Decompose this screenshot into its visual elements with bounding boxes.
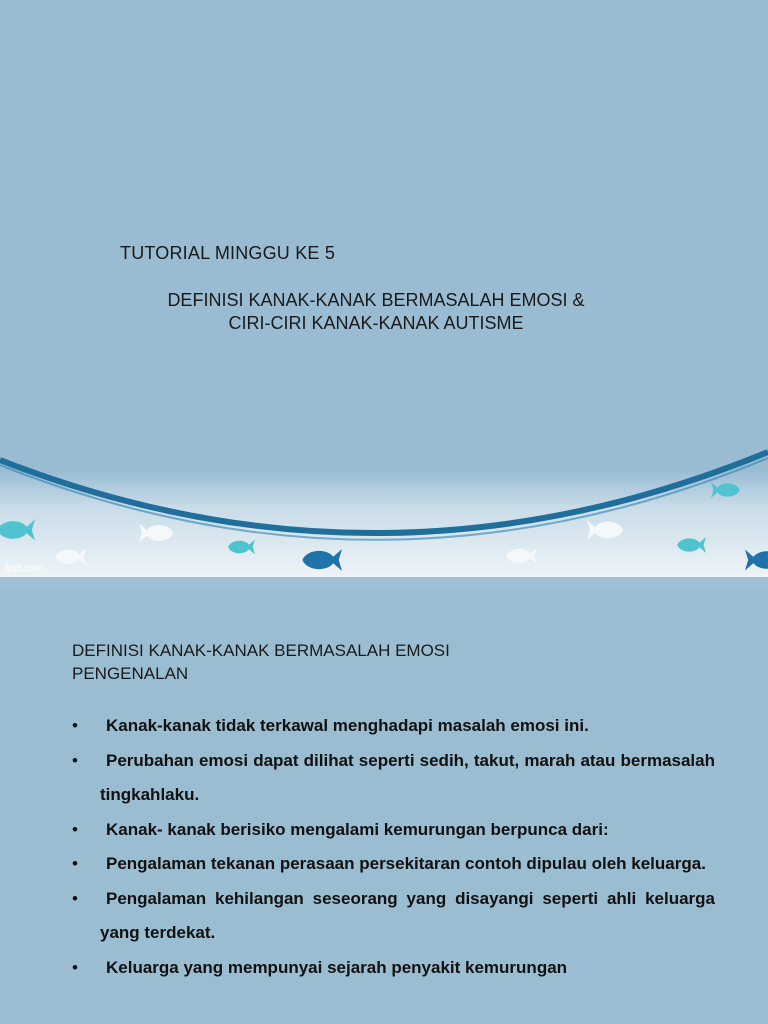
slide-title-line-2: CIRI-CIRI KANAK-KANAK AUTISME	[228, 313, 524, 333]
bullet-icon: •	[72, 819, 78, 839]
list-item	[72, 813, 715, 848]
list-item	[72, 744, 715, 813]
list-item	[72, 951, 715, 986]
bullet-icon: •	[72, 750, 78, 770]
bullet-text: Kanak- kanak berisiko mengalami kemurungan berpunca dari:	[106, 819, 609, 839]
content-slide	[0, 589, 768, 1024]
bullet-text: Pengalaman tekanan perasaan persekitaran contoh dipulau oleh keluarga.	[106, 854, 706, 873]
content-heading	[72, 639, 450, 685]
bullet-text: Keluarga yang mempunyai sejarah penyakit kemurungan	[106, 957, 568, 977]
bullet-list	[72, 709, 715, 985]
bullet-icon: •	[72, 854, 78, 873]
bullet-text: Pengalaman kehilangan seseorang yang disayangi seperti ahli keluarga yang terdekat.	[100, 888, 715, 942]
slide-title-line-1: DEFINISI KANAK-KANAK BERMASALAH EMOSI &	[167, 290, 585, 310]
bullet-text: Kanak-kanak tidak terkawal menghadapi masalah emosi ini.	[106, 716, 589, 735]
list-item	[72, 847, 715, 882]
list-item	[72, 709, 715, 744]
content-heading-line-2: PENGENALAN	[72, 664, 189, 683]
bullet-icon: •	[72, 888, 78, 908]
content-heading-line-1: DEFINISI KANAK-KANAK BERMASALAH EMOSI	[72, 641, 450, 660]
slide-divider	[0, 577, 768, 589]
water-band	[0, 470, 768, 577]
list-item	[72, 882, 715, 951]
bullet-text: Perubahan emosi dapat dilihat seperti sedih, takut, marah atau bermasalah tingkahlaku.	[100, 750, 715, 804]
fish-decoration	[0, 440, 768, 577]
slide-subtitle: TUTORIAL MINGGU KE 5	[120, 243, 336, 263]
watermark: fppt.com	[5, 563, 44, 574]
bullet-icon: •	[72, 716, 78, 735]
slide-title	[0, 289, 752, 335]
bullet-icon: •	[72, 957, 78, 977]
